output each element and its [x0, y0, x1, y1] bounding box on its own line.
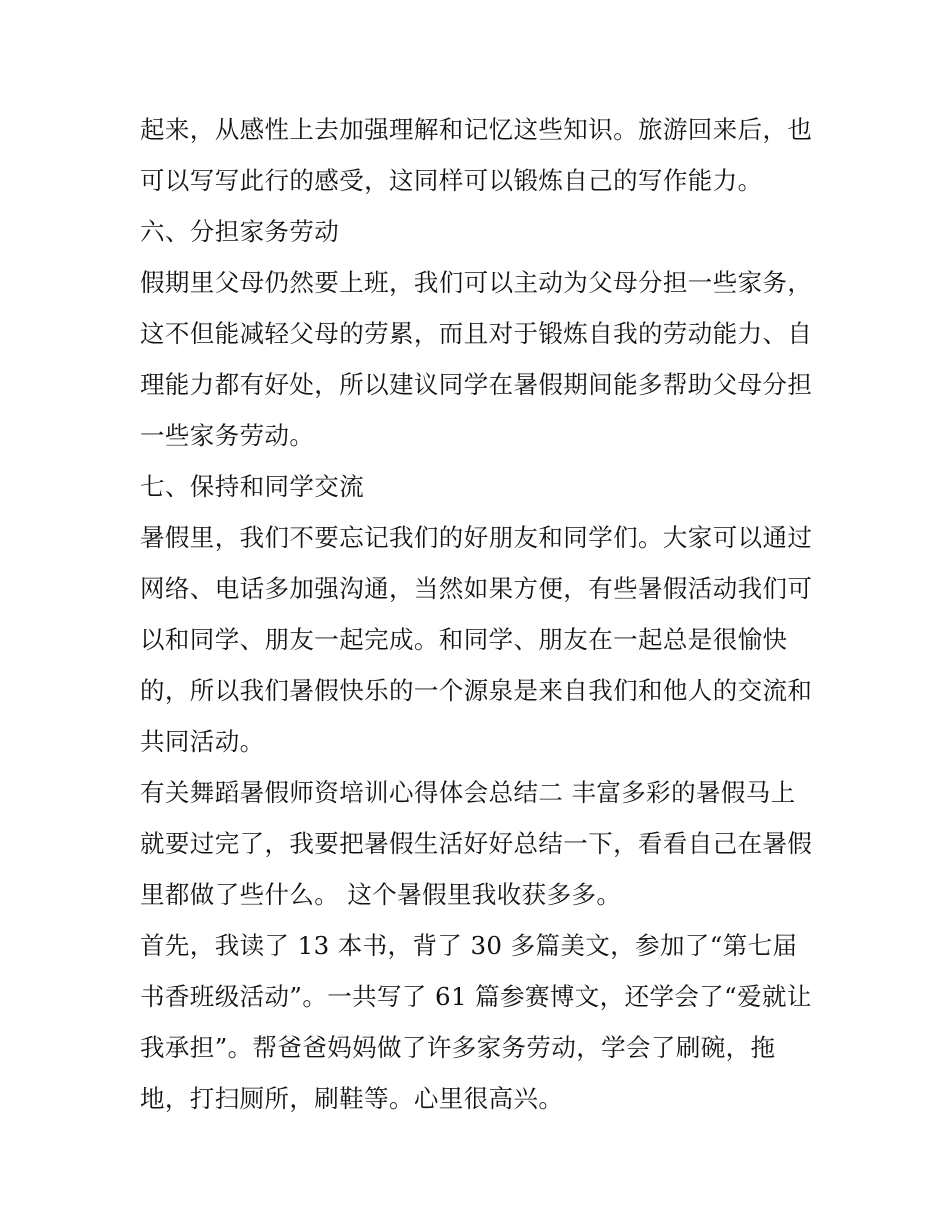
section-heading-classmates: 七、保持和同学交流	[140, 472, 365, 501]
section-heading-housework: 六、分担家务劳动	[140, 217, 340, 246]
paragraph-classmates: 暑假里，我们不要忘记我们的好朋友和同学们。大家可以通过网络、电话多加强沟通，当然如果方便，有些暑假活动我们可以和同学、朋友一起完成。和同学、朋友在一起总是很愉快的，所以我们暑假快乐的一个源泉是来自我们和他人的交流和共同活动。	[140, 523, 813, 756]
paragraph-travel-writing: 起来，从感性上去加强理解和记忆这些知识。旅游回来后，也可以写写此行的感受，这同样可以锻炼自己的写作能力。	[140, 115, 813, 195]
paragraph-summary-intro: 有关舞蹈暑假师资培训心得体会总结二 丰富多彩的暑假马上就要过完了，我要把暑假生活好好总结一下，看看自己在暑假里都做了些什么。 这个暑假里我收获多多。	[140, 778, 813, 909]
paragraph-housework: 假期里父母仍然要上班，我们可以主动为父母分担一些家务，这不但能减轻父母的劳累，而且对于锻炼自我的劳动能力、自理能力都有好处，所以建议同学在暑假期间能多帮助父母分担一些家务劳动。	[140, 268, 813, 450]
paragraph-achievements: 首先，我读了 13 本书，背了 30 多篇美文，参加了“第七届书香班级活动”。一共写了 61 篇参赛博文，还学会了“爱就让我承担”。帮爸爸妈妈做了许多家务劳动，学会了刷碗，拖地，打扫厕所，刷鞋等。心里很高兴。	[140, 931, 812, 1113]
document-page	[140, 104, 820, 1124]
